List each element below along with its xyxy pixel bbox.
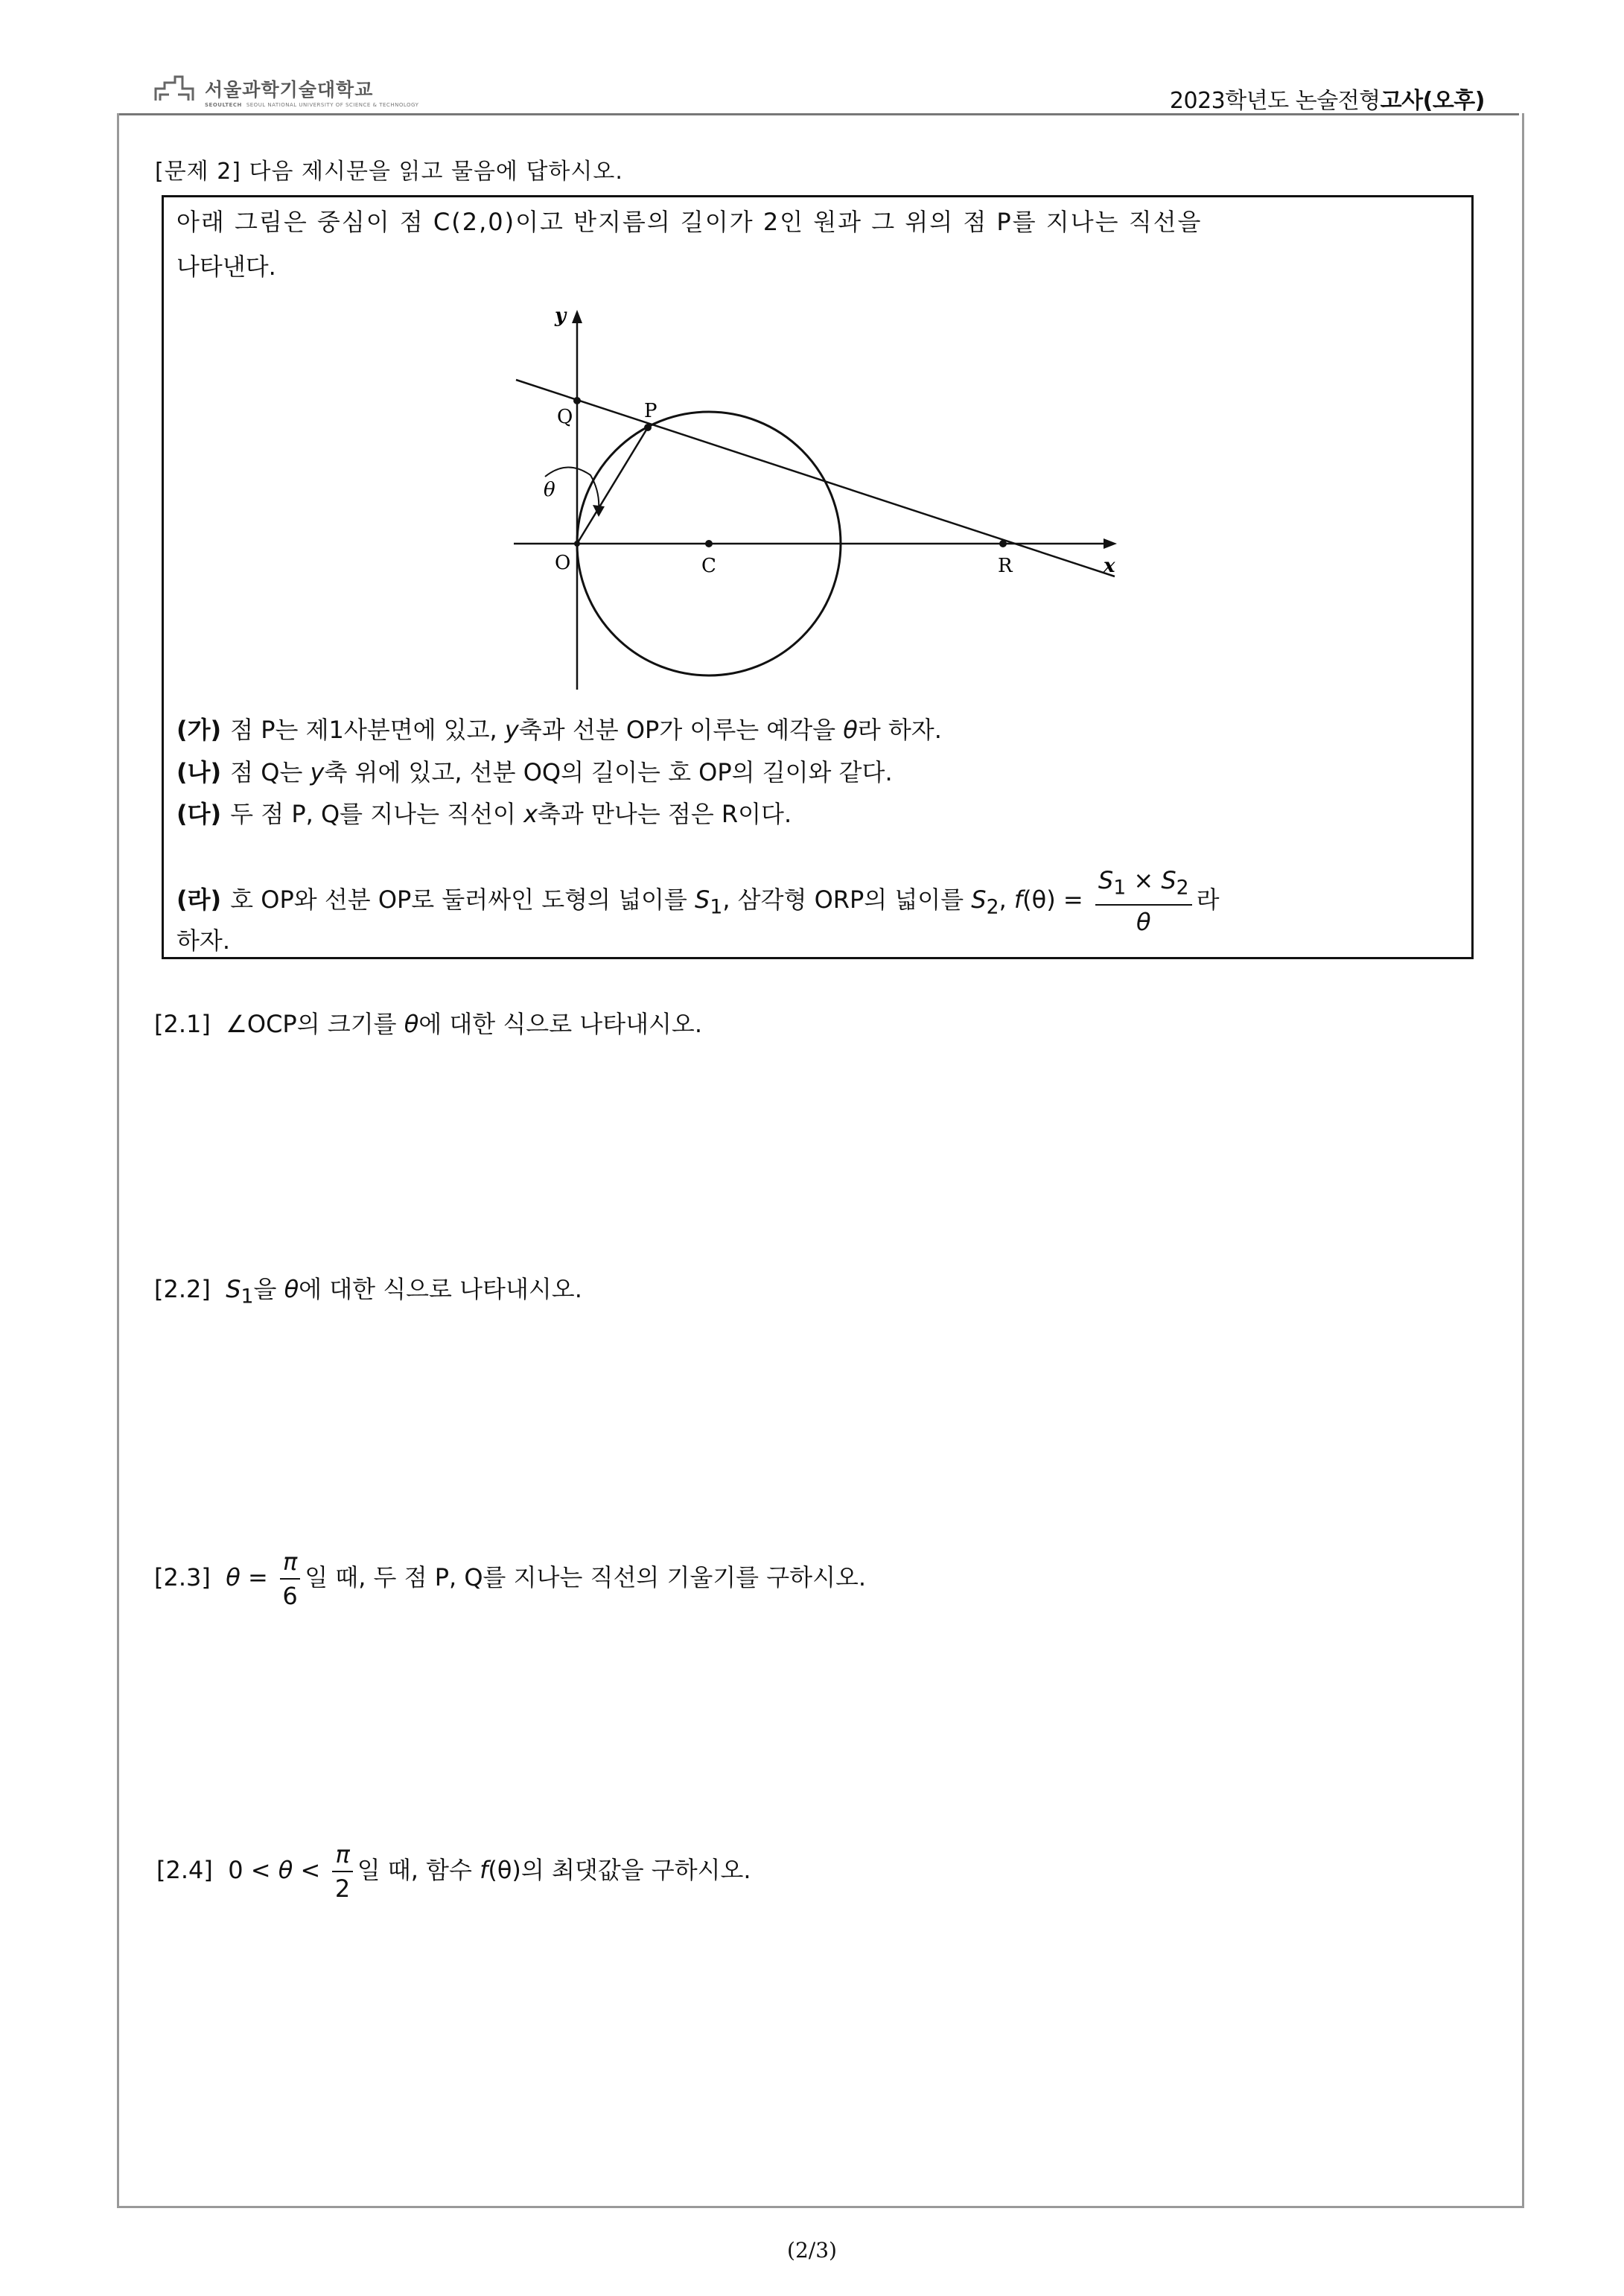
label-q: Q [557,406,573,428]
numerator-sub2: 2 [1176,876,1189,900]
condition-na-tag: (나) [176,758,222,786]
condition-ra-fraction [1095,864,1192,938]
geometry-figure [484,296,1139,699]
question-2-2-sub: 1 [241,1285,254,1308]
exam-title [1170,82,1485,115]
university-full-english-name: SEOUL NATIONAL UNIVERSITY OF SCIENCE & TECHNOLOGY [246,102,419,108]
label-r: R [998,555,1013,577]
question-2-4-fraction [332,1838,352,1905]
question-2-4-number: [2.4] [156,1856,213,1884]
point-r [999,540,1007,547]
intro-line-1: 아래 그림은 중심이 점 C(2,0)이고 반지름의 길이가 2인 원과 그 위의 점 P를 지나는 직선을 [176,208,1203,236]
university-name: 서울과학기술대학교 [205,79,374,101]
logo-mark-icon [153,75,197,112]
question-2-2-text-b: 에 대한 식으로 나타내시오. [299,1275,582,1303]
question-2-4-arg: (θ) [488,1856,521,1884]
question-2-4-denominator: 2 [334,1874,351,1903]
label-c: C [701,555,716,577]
question-2-3-denominator: 6 [282,1582,298,1610]
condition-ra-end: 하자. [176,926,230,955]
condition-ra-s2-sub: 2 [986,895,999,919]
question-2-2 [154,1271,582,1308]
question-2-1-number: [2.1] [154,1010,211,1038]
y-axis-arrow-icon [572,310,582,323]
question-2-2-theta: θ [284,1275,299,1303]
page-number: (2/3) [787,2238,837,2262]
condition-ra-s1: S [695,885,710,915]
condition-ra-denominator: θ [1136,908,1151,937]
exam-title-session: 고사(오후) [1380,88,1485,114]
x-axis-arrow-icon [1104,538,1117,549]
question-2-4-theta: θ [278,1856,293,1884]
point-c [705,540,713,547]
numerator-sub1: 1 [1113,876,1127,900]
question-2-1-text-b: 에 대한 식으로 나타내시오. [418,1010,703,1038]
question-2-4-f: f [480,1856,488,1884]
condition-na-text-a: 점 Q는 [230,758,311,786]
question-2-3-numerator: π [280,1545,300,1580]
label-theta: θ [544,479,555,501]
numerator-times: × [1126,866,1162,894]
question-2-4 [156,1838,751,1905]
question-2-4-lt: < [293,1856,328,1884]
condition-ga [176,711,942,745]
question-2-3-fraction [280,1545,300,1612]
condition-ra [176,864,1220,938]
question-2-3-eq: = [240,1563,276,1591]
condition-na-y: y [310,758,325,786]
question-2-4-text-a: 0 < [228,1856,278,1884]
university-short-name: SEOULTECH [205,102,242,108]
condition-ra-s2: S [971,885,987,915]
condition-ra-s1-sub: 1 [710,895,723,919]
condition-da-x: x [523,800,538,828]
question-2-2-text-a: 을 [253,1275,284,1303]
condition-ga-text-c: 라 하자. [857,716,942,744]
question-2-4-numerator: π [332,1838,352,1872]
problem-heading: [문제 2] 다음 제시문을 읽고 물음에 답하시오. [155,159,623,185]
condition-ra-numerator [1095,864,1192,906]
label-p: P [644,400,657,422]
question-2-3-number: [2.3] [154,1563,211,1591]
label-o: O [555,552,571,574]
condition-ra-f-arg: (θ) = [1022,885,1083,915]
condition-ra-tag: (라) [176,885,222,915]
question-2-1-text-a: ∠OCP의 크기를 [226,1010,404,1038]
intro-line-2: 나타낸다. [176,252,276,281]
university-logo [153,73,418,115]
question-2-4-text-c: 의 최댓값을 구하시오. [520,1856,751,1884]
condition-da [176,795,792,830]
condition-ra-text-b: , 삼각형 ORP의 넓이를 [722,885,972,915]
condition-da-tag: (다) [176,800,222,828]
question-2-3 [154,1545,866,1612]
condition-ra-text-c: , [999,885,1014,915]
question-2-3-theta: θ [226,1563,241,1591]
question-2-2-s: S [226,1275,241,1303]
condition-ra-f: f [1013,885,1023,915]
question-2-2-number: [2.2] [154,1275,211,1303]
question-2-3-text-b: 일 때, 두 점 P, Q를 지나는 직선의 기울기를 구하시오. [305,1563,867,1591]
question-2-1-theta: θ [404,1010,419,1038]
condition-da-text-a: 두 점 P, Q를 지나는 직선이 [230,800,524,828]
condition-ga-y: y [504,716,519,744]
label-x: x [1104,555,1115,577]
label-y: y [555,305,567,327]
condition-ga-text-a: 점 P는 제1사분면에 있고, [230,716,505,744]
line-pqr [516,380,1115,576]
condition-ga-tag: (가) [176,716,222,744]
point-p [644,424,652,431]
condition-ga-text-b: 축과 선분 OP가 이루는 예각을 [518,716,844,744]
point-o [574,541,580,547]
condition-ra-text-a: 호 OP와 선분 OP로 둘러싸인 도형의 넓이를 [230,885,695,915]
condition-ra-text-d: 라 [1196,885,1220,915]
question-2-4-text-b: 일 때, 함수 [357,1856,480,1884]
exam-title-main: 2023학년도 논술전형 [1169,88,1381,114]
segment-op [577,427,648,544]
numerator-s1: S [1098,866,1114,894]
point-q [573,397,581,404]
university-english-name [205,101,418,109]
condition-ga-theta: θ [843,716,858,744]
condition-na [176,754,893,788]
condition-da-text-b: 축과 만나는 점은 R이다. [538,800,792,828]
condition-na-text-b: 축 위에 있고, 선분 OQ의 길이는 호 OP의 길이와 같다. [324,758,893,786]
question-2-1 [154,1005,702,1040]
numerator-s2: S [1161,866,1176,894]
